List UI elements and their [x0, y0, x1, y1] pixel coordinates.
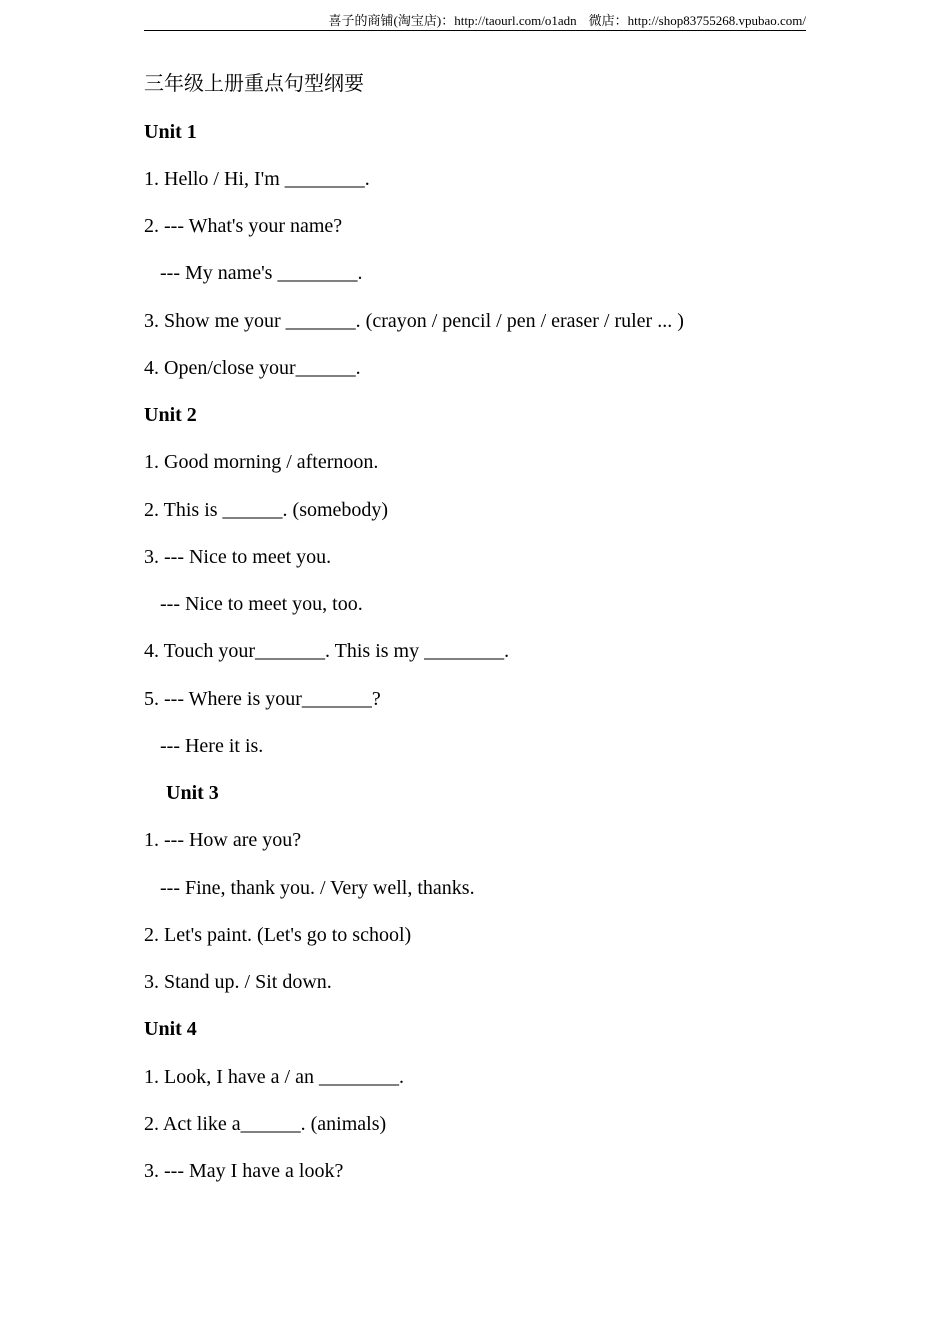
unit-1-line-4: 3. Show me your _______. (crayon / pencil / pen / eraser / ruler ... ) [144, 310, 684, 332]
unit-3-heading: Unit 3 [166, 782, 219, 804]
header-shop-link[interactable]: 喜子的商铺(淘宝店)：http://taourl.com/o1adn [328, 13, 577, 28]
unit-2-line-4: --- Nice to meet you, too. [160, 593, 363, 615]
unit-1-line-5: 4. Open/close your______. [144, 357, 361, 379]
unit-1-line-1: 1. Hello / Hi, I'm ________. [144, 168, 370, 190]
unit-1-line-3: --- My name's ________. [160, 262, 363, 284]
unit-3-line-1: 1. --- How are you? [144, 829, 302, 851]
unit-2-line-7: --- Here it is. [160, 735, 264, 757]
unit-2-heading: Unit 2 [144, 404, 197, 426]
unit-4-heading: Unit 4 [144, 1018, 197, 1040]
unit-2-line-3: 3. --- Nice to meet you. [144, 546, 332, 568]
unit-4-line-1: 1. Look, I have a / an ________. [144, 1066, 404, 1088]
page-header [144, 12, 806, 31]
unit-1-line-2: 2. --- What's your name? [144, 215, 343, 237]
unit-3-line-3: 2. Let's paint. (Let's go to school) [144, 924, 412, 946]
unit-3-line-2: --- Fine, thank you. / Very well, thanks. [160, 877, 475, 899]
unit-4-line-2: 2. Act like a______. (animals) [144, 1113, 387, 1135]
unit-2-line-1: 1. Good morning / afternoon. [144, 451, 379, 473]
unit-2-line-6: 5. --- Where is your_______? [144, 688, 381, 710]
unit-2-line-5: 4. Touch your_______. This is my ________. [144, 640, 510, 662]
unit-2-line-2: 2. This is ______. (somebody) [144, 499, 389, 521]
unit-4-line-3: 3. --- May I have a look? [144, 1160, 344, 1182]
unit-1-heading: Unit 1 [144, 121, 197, 143]
header-wechat-shop-link[interactable]: 微店：http://shop83755268.vpubao.com/ [588, 13, 806, 28]
unit-3-line-4: 3. Stand up. / Sit down. [144, 971, 332, 993]
document-title: 三年级上册重点句型纲要 [144, 73, 364, 95]
